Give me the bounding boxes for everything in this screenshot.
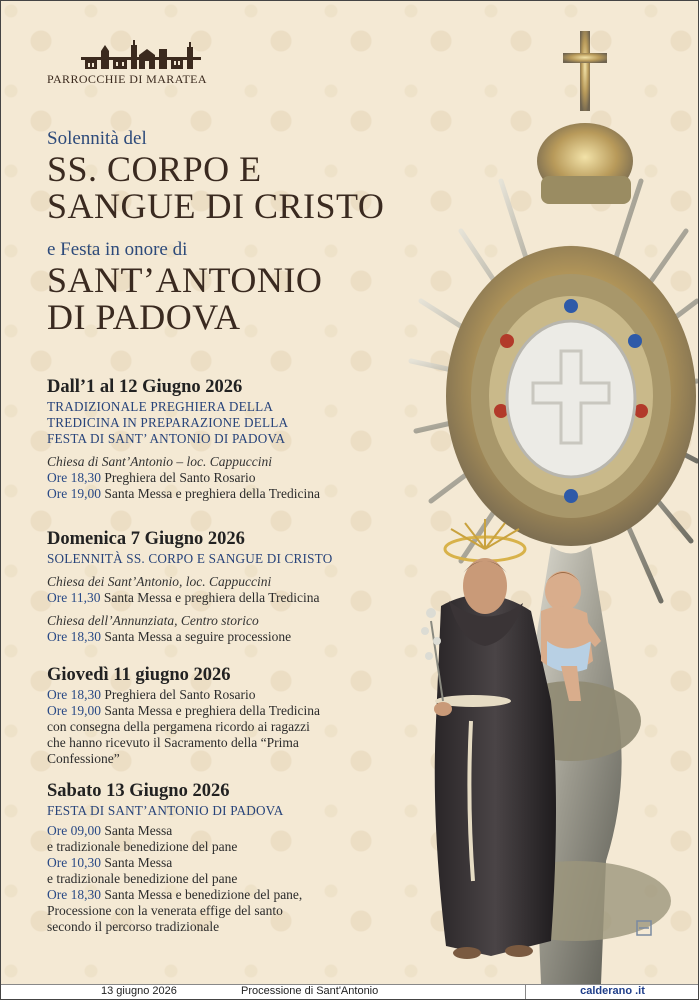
title-antonio-line-2: DI PADOVA [47, 297, 241, 337]
schedule-continuation: secondo il percorso tradizionale [47, 919, 220, 934]
section-date: Sabato 13 Giugno 2026 [47, 781, 230, 801]
schedule-time: Ore 18,30 [47, 887, 101, 902]
program-section-2 [47, 528, 407, 645]
intro-line-2: e Festa in onore di [47, 239, 188, 260]
schedule-row [47, 823, 407, 839]
schedule-time: Ore 19,00 [47, 703, 101, 718]
parish-logo [41, 39, 241, 89]
schedule-row [47, 486, 407, 502]
schedule-text: Santa Messa [101, 823, 173, 838]
schedule-time: Ore 18,30 [47, 687, 101, 702]
schedule-time: Ore 18,30 [47, 629, 101, 644]
section-caption: SOLENNITÀ SS. CORPO E SANGUE DI CRISTO [47, 551, 333, 566]
section-date: Domenica 7 Giugno 2026 [47, 529, 245, 549]
section-caption: FESTA DI SANT’ANTONIO DI PADOVA [47, 803, 284, 818]
schedule-continuation: e tradizionale benedizione del pane [47, 871, 238, 886]
schedule-row [47, 590, 407, 606]
section-caption: TRADIZIONALE PREGHIERA DELLA [47, 399, 274, 414]
schedule-time: Ore 09,00 [47, 823, 101, 838]
program-section-4 [47, 780, 407, 935]
schedule-row [47, 703, 407, 719]
schedule-text: Santa Messa e preghiera della Tredicina [101, 486, 320, 501]
program-section-1 [47, 376, 407, 502]
town-skyline-icon [77, 39, 207, 71]
schedule-continuation: con consegna della pergamena ricordo ai ragazzi [47, 719, 310, 734]
schedule-text: Santa Messa e benedizione del pane, [101, 887, 303, 902]
footer-bar [1, 984, 698, 999]
schedule-time: Ore 11,30 [47, 590, 101, 605]
cross-icon [563, 31, 607, 111]
church-location: Chiesa di Sant’Antonio – loc. Cappuccini [47, 454, 272, 469]
schedule-row [47, 687, 407, 703]
schedule-time: Ore 19,00 [47, 486, 101, 501]
schedule-text: Santa Messa [101, 855, 173, 870]
section-date: Dall’1 al 12 Giugno 2026 [47, 377, 243, 397]
site-link[interactable]: calderano .it [525, 985, 699, 999]
schedule-time: Ore 10,30 [47, 855, 101, 870]
schedule-text: Santa Messa e preghiera della Tredicina [100, 590, 320, 605]
poster [1, 1, 698, 984]
church-location: Chiesa dell’Annunziata, Centro storico [47, 613, 259, 628]
host [507, 321, 635, 477]
title-antonio-line-1: SANT’ANTONIO [47, 260, 323, 300]
schedule-row [47, 855, 407, 871]
schedule-text: Preghiera del Santo Rosario [101, 470, 256, 485]
section-caption: TREDICINA IN PREPARAZIONE DELLA [47, 415, 289, 430]
section-date: Giovedì 11 giugno 2026 [47, 665, 231, 685]
schedule-continuation: e tradizionale benedizione del pane [47, 839, 238, 854]
schedule-text: Santa Messa e preghiera della Tredicina [101, 703, 320, 718]
schedule-row [47, 629, 407, 645]
logo-text: PARROCCHIE DI MARATEA [47, 72, 207, 86]
schedule-row [47, 470, 407, 486]
schedule-time: Ore 18,30 [47, 470, 101, 485]
program-section-3 [47, 664, 407, 767]
footer-date: 13 giugno 2026 [101, 985, 177, 997]
intro-line-1: Solennità del [47, 128, 147, 149]
schedule-continuation: che hanno ricevuto il Sacramento della “Prima [47, 735, 299, 750]
footer-title: Processione di Sant'Antonio [241, 985, 379, 997]
monstrance-and-saint-image [401, 1, 698, 984]
schedule-row [47, 887, 407, 903]
title-corpus-line-1: SS. CORPO E [47, 149, 262, 189]
schedule-continuation: Processione con la venerata effige del santo [47, 903, 283, 918]
section-caption: FESTA DI SANT’ ANTONIO DI PADOVA [47, 431, 286, 446]
schedule-text: Preghiera del Santo Rosario [101, 687, 256, 702]
saint-anthony-statue [421, 519, 556, 959]
schedule-text: Santa Messa a seguire processione [101, 629, 292, 644]
church-location: Chiesa dei Sant’Antonio, loc. Cappuccini [47, 574, 272, 589]
title-corpus-line-2: SANGUE DI CRISTO [47, 186, 385, 226]
schedule-continuation: Confessione” [47, 751, 120, 766]
